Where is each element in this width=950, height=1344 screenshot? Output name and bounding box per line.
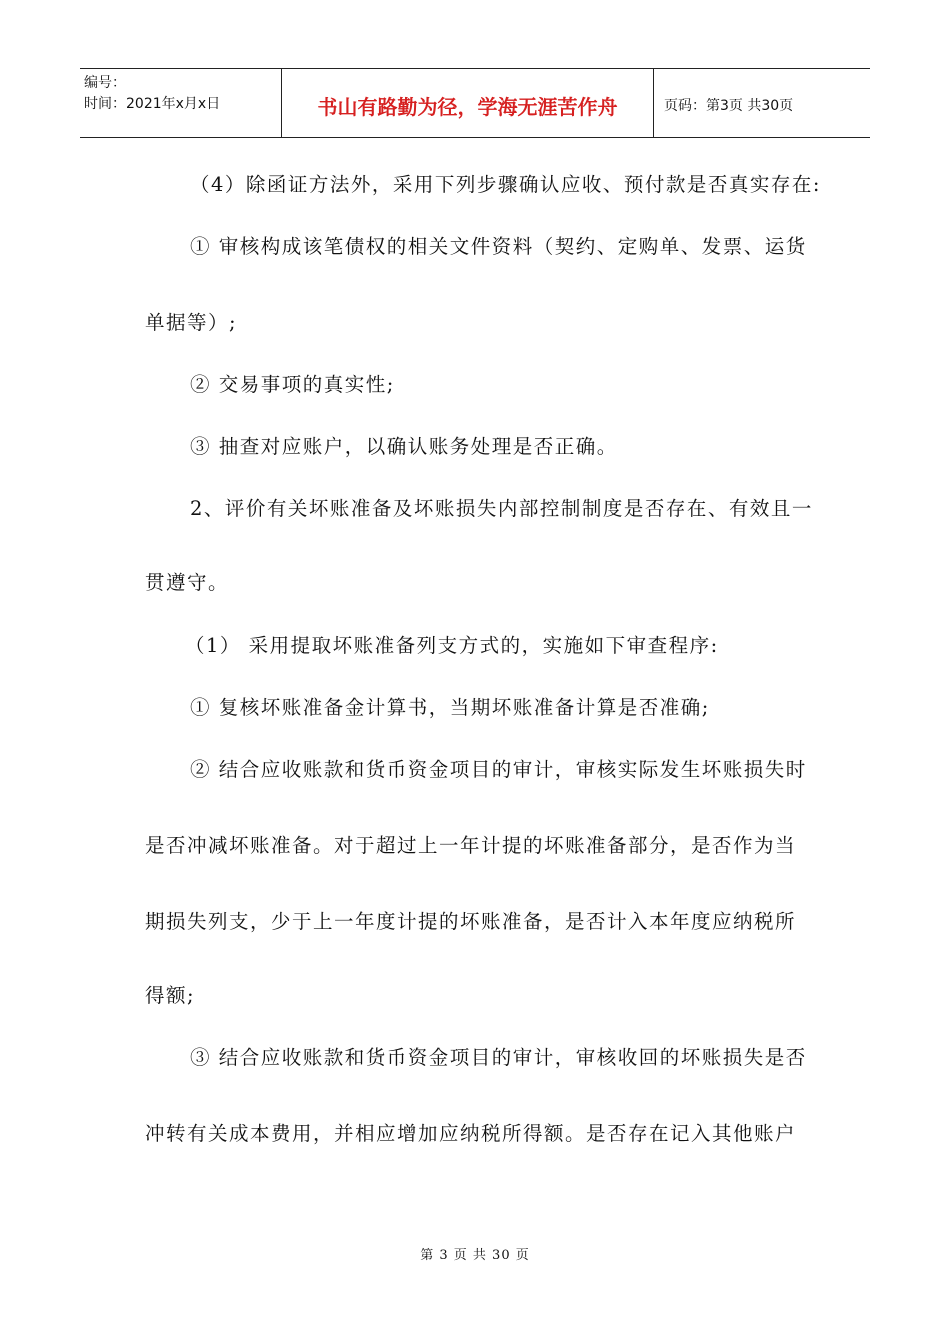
page-footer: 第 3 页 共 30 页 [420,1248,530,1263]
body-line-14: ③ 结合应收账款和货币资金项目的审计，审核收回的坏账损失是否 [190,1046,807,1069]
header-meta [80,69,282,137]
body-line-6: 2、评价有关坏账准备及坏账损失内部控制制度是否存在、有效且一 [190,497,813,520]
body-line-13: 得额; [145,984,196,1007]
page-header [80,68,870,138]
body-line-7: 贯遵守。 [145,571,230,594]
body-line-5: ③ 抽查对应账户，以确认账务处理是否正确。 [190,435,618,458]
body-line-8: （1） 采用提取坏账准备列支方式的，实施如下审查程序: [185,634,719,657]
body-line-1: （4）除函证方法外，采用下列步骤确认应收、预付款是否真实存在: [190,173,821,196]
body-line-10: ② 结合应收账款和货币资金项目的审计，审核实际发生坏账损失时 [190,758,807,781]
document-number-label: 编号： [84,75,126,91]
body-line-9: ① 复核坏账准备金计算书，当期坏账准备计算是否准确; [190,696,710,719]
body-line-12: 期损失列支，少于上一年度计提的坏账准备，是否计入本年度应纳税所 [145,910,797,933]
body-line-11: 是否冲减坏账准备。对于超过上一年计提的坏账准备部分，是否作为当 [145,834,797,857]
document-date: 时间：2021年x月x日 [84,96,221,112]
body-line-15: 冲转有关成本费用，并相应增加应纳税所得额。是否存在记入其他账户 [145,1122,797,1145]
header-page-info: 页码：第3页 共30页 [664,98,794,114]
body-line-2: ① 审核构成该笔债权的相关文件资料（契约、定购单、发票、运货 [190,235,807,258]
header-motto: 书山有路勤为径，学海无涯苦作舟 [282,69,654,137]
body-line-3: 单据等）; [145,311,238,334]
body-line-4: ② 交易事项的真实性; [190,373,395,396]
